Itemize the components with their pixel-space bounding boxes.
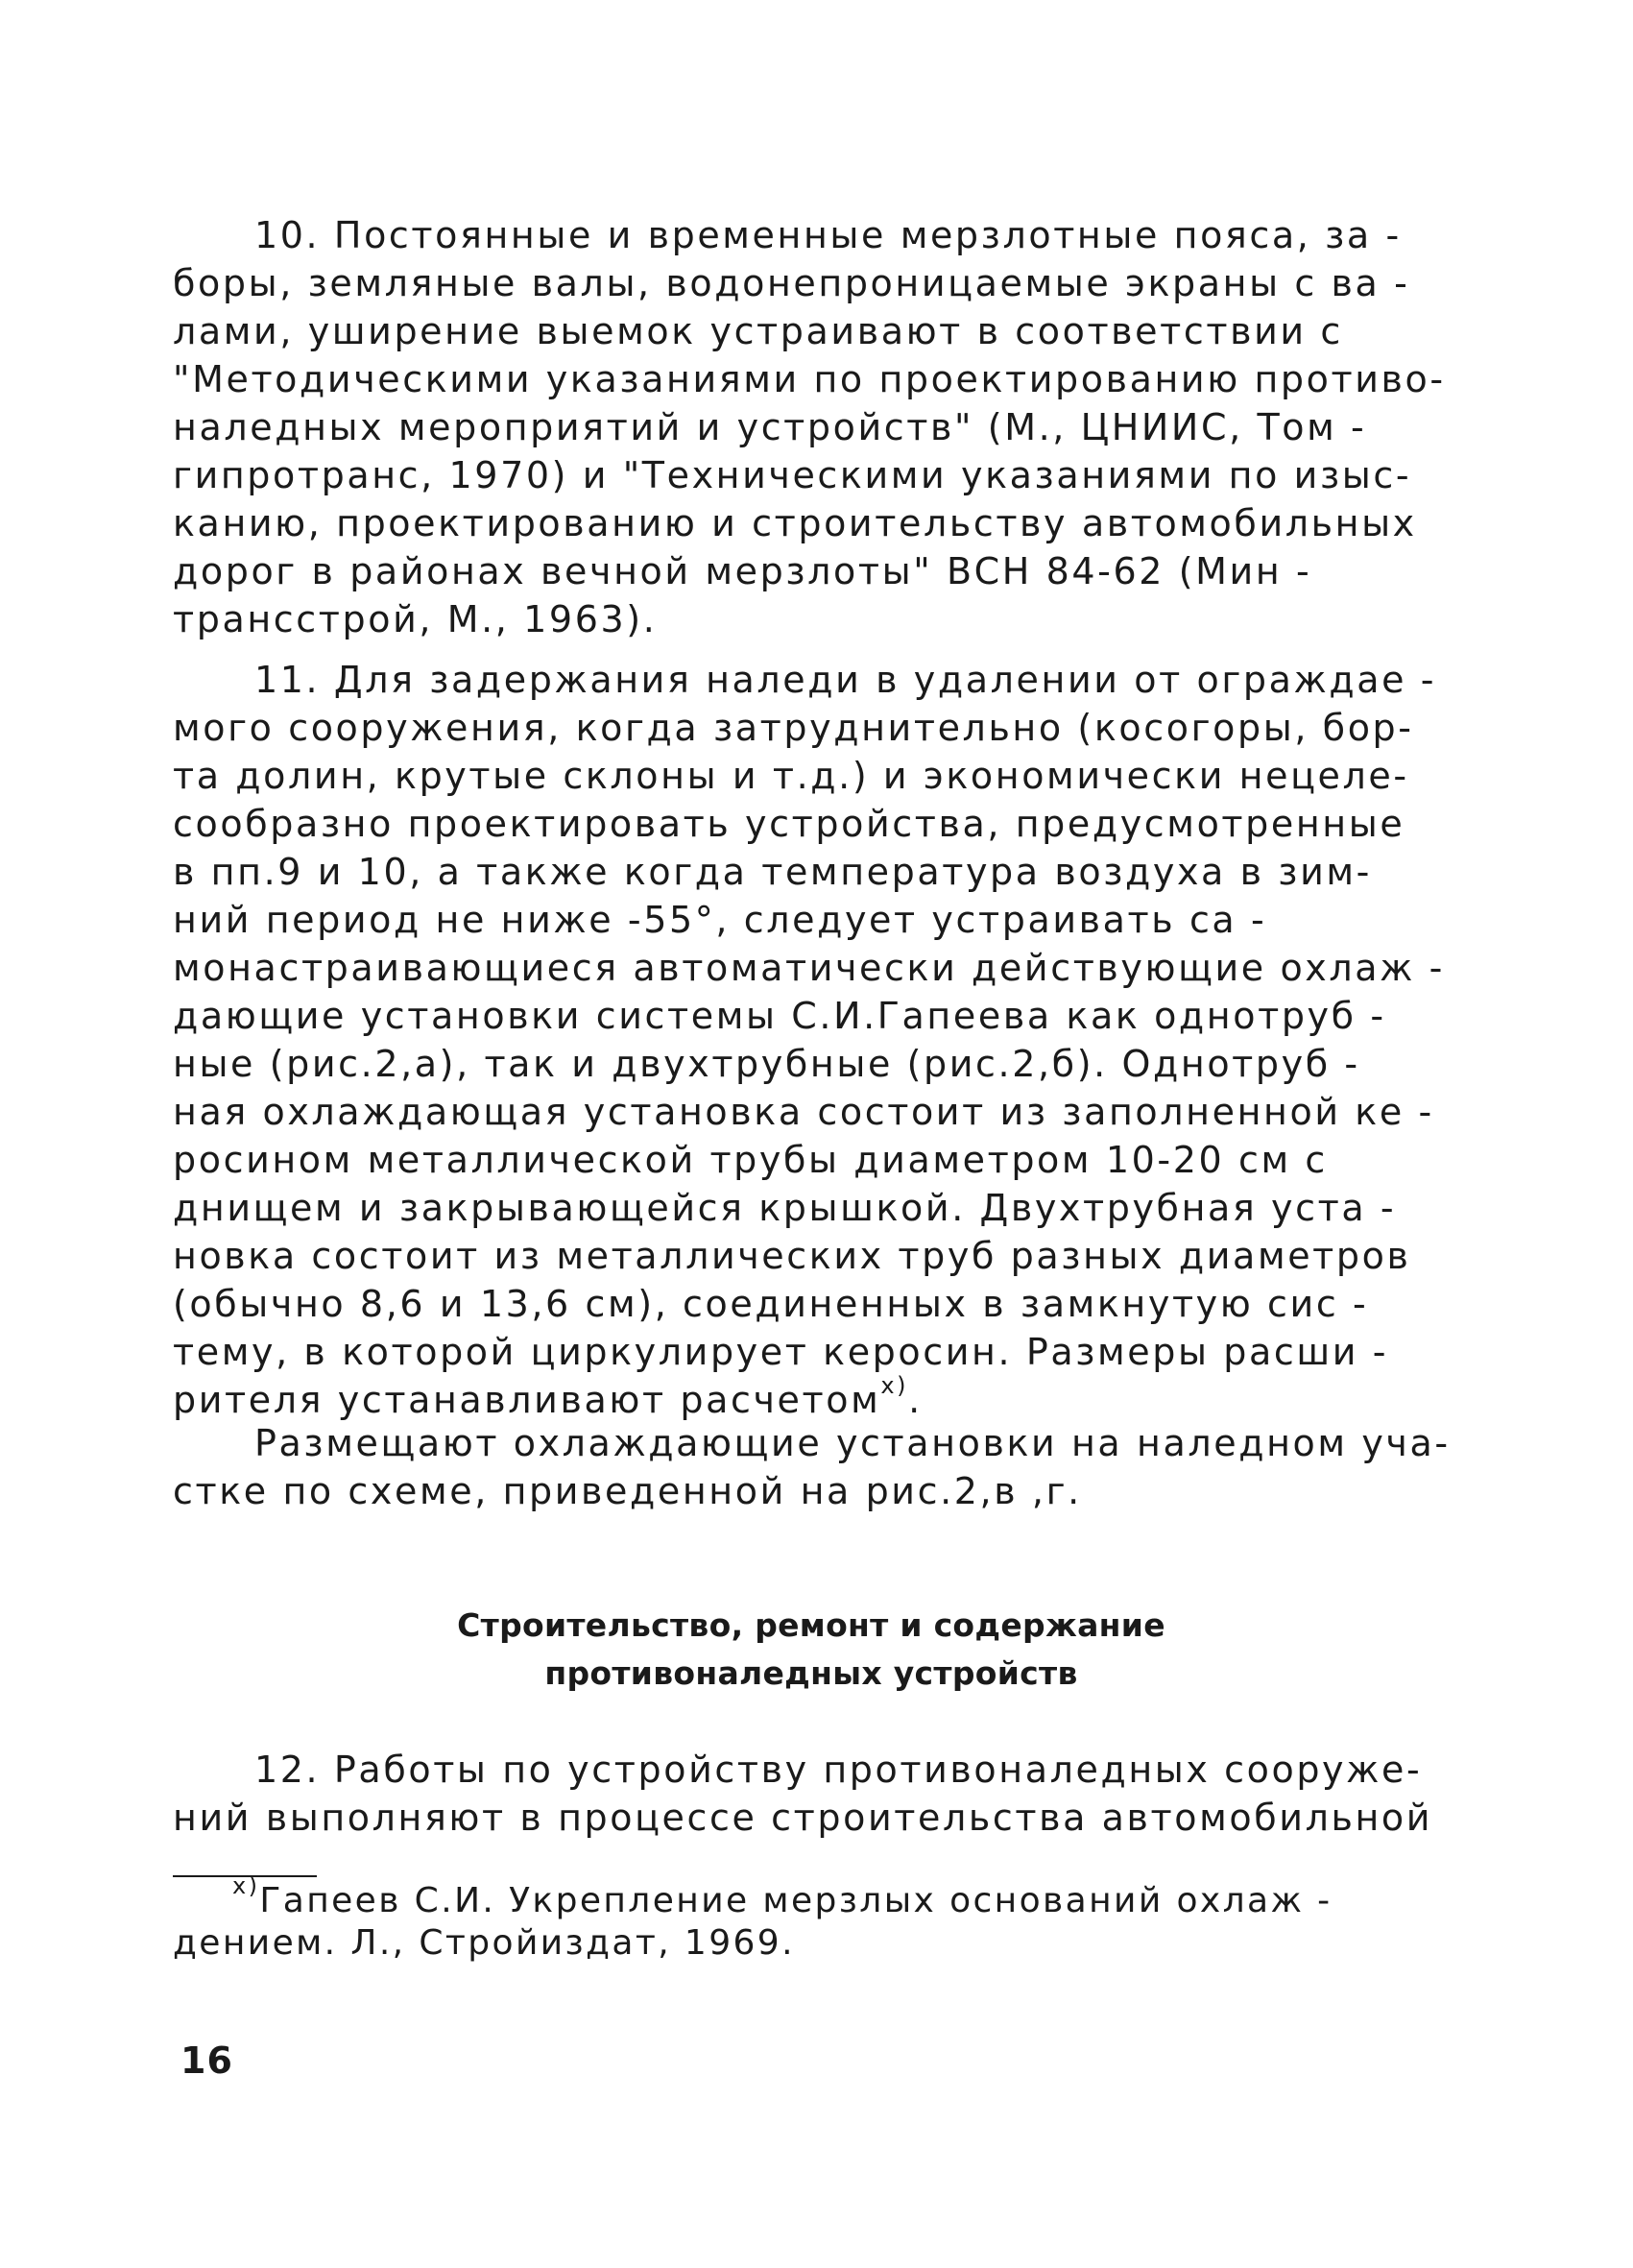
text-line: росином металлической трубы диаметром 10-20 см с [173, 1139, 1328, 1181]
text-line: ний период не ниже -55°, следует устраивать са - [173, 899, 1267, 941]
section-heading-line: противоналедных устройств [544, 1654, 1078, 1692]
text-line: трансстрой, М., 1963). [173, 598, 658, 640]
paragraph-placement [173, 1419, 1450, 1515]
text-line: боры, земляные валы, водонепроницаемые экраны с ва - [173, 262, 1410, 304]
text-line: тему, в которой циркулирует керосин. Размеры расши - [173, 1331, 1389, 1373]
text-line-with-footnote [173, 1372, 1450, 1424]
text-line: ные (рис.2,а), так и двухтрубные (рис.2,б). Однотруб - [173, 1043, 1360, 1085]
text-line: 10. Постоянные и временные мерзлотные пояса, за - [254, 214, 1402, 256]
text-line: та долин, крутые склоны и т.д.) и экономически нецеле- [173, 755, 1409, 797]
text-line: новка состоит из металлических труб разных диаметров [173, 1235, 1411, 1277]
footnote-line: дением. Л., Стройиздат, 1969. [173, 1923, 795, 1963]
section-heading [173, 1602, 1450, 1698]
footnote-marker: x) [232, 1872, 260, 1899]
text-line: гипротранс, 1970) и "Техническими указаниями по изыс- [173, 454, 1412, 496]
text-line: днищем и закрывающейся крышкой. Двухтрубная уста - [173, 1187, 1397, 1229]
text-line: наледных мероприятий и устройств" (М., ЦНИИС, Том - [173, 406, 1367, 448]
text-fragment: рителя устанавливают расчетом [173, 1379, 881, 1421]
paragraph-12 [173, 1746, 1450, 1842]
text-line: ная охлаждающая установка состоит из заполненной ке - [173, 1091, 1434, 1133]
text-fragment: . [908, 1379, 923, 1421]
paragraph-11 [173, 656, 1450, 1424]
text-line: "Методическими указаниями по проектированию противо- [173, 358, 1446, 400]
text-line: Размещают охлаждающие установки на наледном уча- [254, 1422, 1451, 1464]
text-line: 11. Для задержания наледи в удалении от ограждае - [254, 659, 1437, 701]
text-line: стке по схеме, приведенной на рис.2,в ,г. [173, 1470, 1082, 1512]
text-line: 12. Работы по устройству противоналедных сооруже- [254, 1749, 1423, 1791]
page-number: 16 [180, 2039, 233, 2082]
footnote-line [173, 1872, 1450, 1922]
footnote-text: Гапеев С.И. Укрепление мерзлых оснований охлаж - [259, 1881, 1333, 1920]
footnote-reference: x) [880, 1372, 909, 1400]
text-line: сообразно проектировать устройства, предусмотренные [173, 803, 1405, 845]
text-line: канию, проектированию и строительству автомобильных [173, 502, 1417, 544]
text-line: лами, уширение выемок устраивают в соответствии с [173, 310, 1343, 352]
text-line: дорог в районах вечной мерзлоты" ВСН 84-62 (Мин - [173, 550, 1312, 592]
text-line: (обычно 8,6 и 13,6 см), соединенных в замкнутую сис - [173, 1283, 1369, 1325]
text-line: ний выполняют в процессе строительства автомобильной [173, 1797, 1433, 1839]
footnote [173, 1872, 1450, 1965]
paragraph-10 [173, 211, 1450, 643]
text-line: мого сооружения, когда затруднительно (косогоры, бор- [173, 707, 1414, 749]
text-line: дающие установки системы С.И.Гапеева как однотруб - [173, 995, 1386, 1037]
text-line: в пп.9 и 10, а также когда температура воздуха в зим- [173, 851, 1372, 893]
section-heading-line: Строительство, ремонт и содержание [457, 1606, 1165, 1644]
text-line: монастраивающиеся автоматически действующие охлаж - [173, 947, 1445, 989]
